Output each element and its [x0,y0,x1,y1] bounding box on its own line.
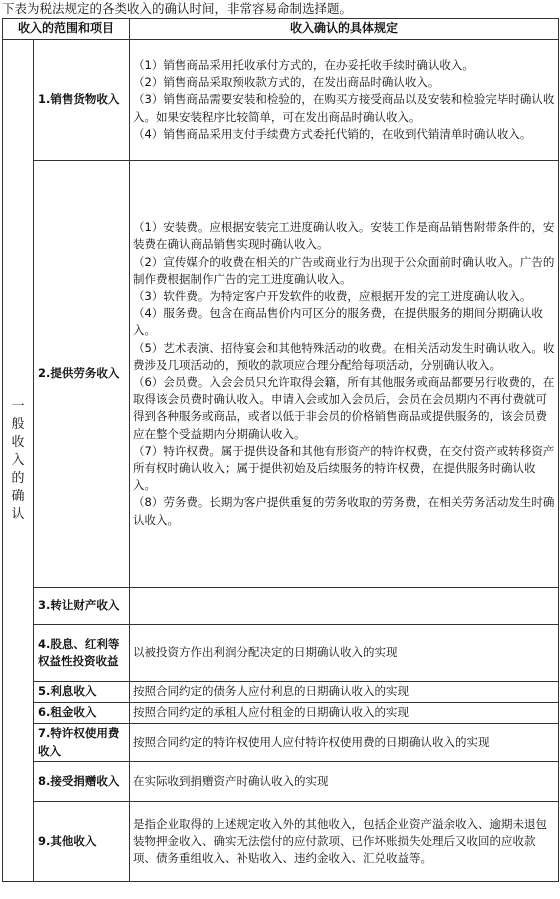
table-row [3,161,559,588]
rule-paragraph: 按照合同约定的承租人应付租金的日期确认收入的实现 [133,705,410,720]
intro-text: 下表为税法规定的各类收入的确认时间，非常容易命制选择题。 [2,1,353,16]
header-scope: 收入的范围和项目 [3,19,130,40]
item-label: 8.接受捐赠收入 [38,773,120,788]
rule-cell [130,703,559,724]
rule-paragraph: （4）销售商品采用支付手续费方式委托代销的，在收到代销清单时确认收入。 [133,126,532,141]
rule-paragraph: 按照合同约定的特许权使用人应付特许权使用费的日期确认收入的实现 [133,734,490,749]
table-row [3,762,559,802]
table-header-row [3,19,559,40]
item-cell [34,724,130,762]
rule-cell [130,588,559,625]
item-label: 4.股息、红利等权益性投资收益 [38,636,120,668]
item-cell [34,703,130,724]
rule-paragraph: （3）软件费。为特定客户开发软件的收费，应根据开发的完工进度确认收入。 [133,288,532,303]
rule-paragraph: （4）服务费。包含在商品售价内可区分的服务费，在提供服务的期间分期确认收入。 [133,306,543,338]
header-rules: 收入确认的具体规定 [130,19,559,40]
rule-cell [130,682,559,703]
rule-cell [130,161,559,588]
rule-paragraph: （7）特许权费。属于提供设备和其他有形资产的特许权费，在交付资产或转移资产所有权时确认收入；属于提供初始及后续服务的特许权费，在提供服务时确认收入。 [133,443,555,493]
item-label: 6.租金收入 [38,705,97,720]
table-row [3,40,559,161]
table-row [3,802,559,882]
item-label: 5.利息收入 [38,684,97,699]
rule-paragraph: 在实际收到捐赠资产时确认收入的实现 [133,773,329,788]
rule-paragraph: （3）销售商品需要安装和检验的，在购买方接受商品以及安装和检验完毕时确认收入。如果安装程序比较简单，可在发出商品时确认收入。 [133,92,555,124]
rule-paragraph: 是指企业取得的上述规定收入外的其他收入，包括企业资产溢余收入、逾期未退包装物押金收入、确实无法偿付的应付款项、已作坏账损失处理后又收回的应收款项、债务重组收入、补贴收入、违约金收入、汇兑收益等。 [133,816,548,866]
item-cell [34,762,130,802]
item-label: 2.提供劳务收入 [38,366,120,381]
item-label: 1.销售货物收入 [38,92,120,107]
item-cell [34,588,130,625]
item-label: 9.其他收入 [38,833,97,848]
table-row [3,703,559,724]
rule-paragraph: 以被投资方作出利润分配决定的日期确认收入的实现 [133,645,398,660]
general-income-label: 一般收入的确认 [11,398,25,522]
general-income-cell [3,40,34,882]
rule-paragraph: （8）劳务费。长期为客户提供重复的劳务收取的劳务费，在相关劳务活动发生时确认收入。 [133,495,555,527]
table-row [3,682,559,703]
item-cell [34,161,130,588]
item-label: 3.转让财产收入 [38,598,120,613]
rule-paragraph: （2）销售商品采取预收款方式的，在发出商品时确认收入。 [133,75,440,90]
rule-cell [130,802,559,882]
rule-cell [130,762,559,802]
item-cell [34,682,130,703]
item-cell [34,40,130,161]
item-label: 7.特许权使用费收入 [38,726,120,758]
rule-cell [130,40,559,161]
income-recognition-table [2,18,559,882]
rule-cell [130,625,559,682]
rule-paragraph: （6）会员费。入会会员只允许取得会籍，所有其他服务或商品都要另行收费的，在取得该会员费时确认收入。申请入会或加入会员后，会员在会员期内不再付费就可得到各种服务或商品，或者以低于非会员的价格销售商品或提供服务的，该会员费应在整个受益期内分期确认收入。 [133,375,555,441]
item-cell [34,625,130,682]
table-row [3,625,559,682]
table-row [3,588,559,625]
rule-paragraph: （1）安装费。应根据安装完工进度确认收入。安装工作是商品销售附带条件的，安装费在确认商品销售实现时确认收入。 [133,220,555,252]
rule-paragraph: （2）宣传媒介的收费在相关的广告或商业行为出现于公众面前时确认收入。广告的制作费根据制作广告的完工进度确认收入。 [133,254,555,286]
rule-cell [130,724,559,762]
rule-paragraph: 按照合同约定的债务人应付利息的日期确认收入的实现 [133,684,410,699]
rule-paragraph: （5）艺术表演、招待宴会和其他特殊活动的收费。在相关活动发生时确认收入。收费涉及几项活动的，预收的款项应合理分配给每项活动，分别确认收入。 [133,340,555,372]
item-cell [34,802,130,882]
rule-paragraph: （1）销售商品采用托收承付方式的，在办妥托收手续时确认收入。 [133,57,474,72]
table-row [3,724,559,762]
